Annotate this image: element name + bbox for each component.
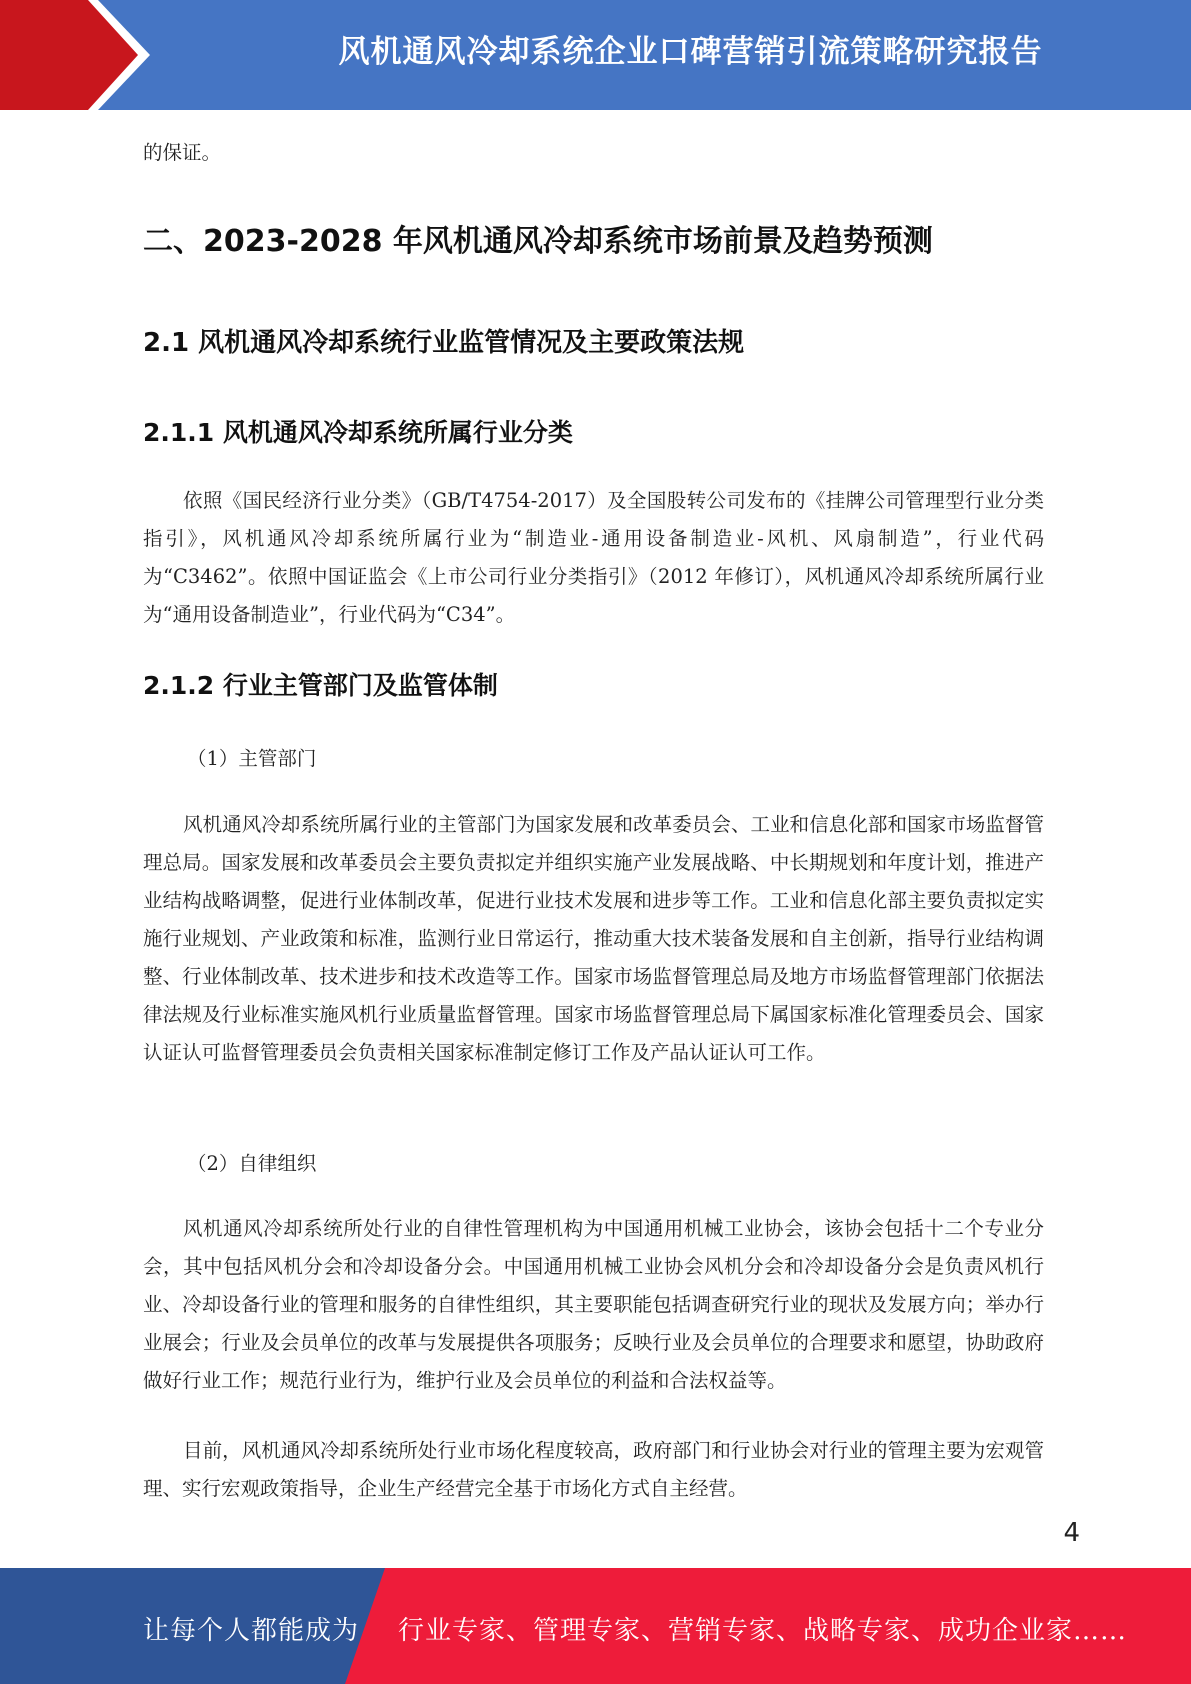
paragraph-classification: 依照《国民经济行业分类》（GB/T4754-2017）及全国股转公司发布的《挂牌公司管理型行业分类指引》，风机通风冷却系统所属行业为“制造业-通用设备制造业-风机、风扇制造”，行业代码为“C3462”。依照中国证监会《上市公司行业分类指引》（2012 年修订），风机通风冷却系统所属行业为“通用设备制造业”，行业代码为“C34”。 <box>143 489 1044 626</box>
report-title: 风机通风冷却系统企业口碑营销引流策略研究报告 <box>338 34 1043 70</box>
page-footer <box>0 1568 1191 1684</box>
footer-slogan: 让每个人都能成为 <box>143 1616 360 1646</box>
subsubsection-heading: 2.1.2 行业主管部门及监管体制 <box>143 671 498 700</box>
paragraph-authority: 风机通风冷却系统所属行业的主管部门为国家发展和改革委员会、工业和信息化部和国家市场监督管理总局。国家发展和改革委员会主要负责拟定并组织实施产业发展战略、中长期规划和年度计划，推进产业结构战略调整，促进行业体制改革，促进行业技术发展和进步等工作。工业和信息化部主要负责拟定实施行业规划、产业政策和标准，监测行业日常运行，推动重大技术装备发展和自主创新，指导行业结构调整、行业体制改革、技术进步和技术改造等工作。国家市场监督管理总局及地方市场监督管理部门依据法律法规及行业标准实施风机行业质量监督管理。国家市场监督管理总局下属国家标准化管理委员会、国家认证认可监督管理委员会负责相关国家标准制定修订工作及产品认证认可工作。 <box>143 813 1044 1064</box>
list-label: （2）自律组织 <box>187 1152 317 1175</box>
subsubsection-heading: 2.1.1 风机通风冷却系统所属行业分类 <box>143 418 573 447</box>
continuation-text: 的保证。 <box>143 141 222 164</box>
paragraph-self-regulation: 风机通风冷却系统所处行业的自律性管理机构为中国通用机械工业协会，该协会包括十二个专业分会，其中包括风机分会和冷却设备分会。中国通用机械工业协会风机分会和冷却设备分会是负责风机行业、冷却设备行业的管理和服务的自律性组织，其主要职能包括调查研究行业的现状及发展方向；举办行业展会；行业及会员单位的改革与发展提供各项服务；反映行业及会员单位的合理要求和愿望，协助政府做好行业工作；规范行业行为，维护行业及会员单位的利益和合法权益等。 <box>143 1217 1044 1392</box>
subsection-heading: 2.1 风机通风冷却系统行业监管情况及主要政策法规 <box>143 328 745 358</box>
chevron-decoration <box>0 0 200 110</box>
section-heading: 二、2023-2028 年风机通风冷却系统市场前景及趋势预测 <box>143 224 933 259</box>
page-header <box>0 0 1191 110</box>
paragraph-current: 目前，风机通风冷却系统所处行业市场化程度较高，政府部门和行业协会对行业的管理主要为宏观管理、实行宏观政策指导，企业生产经营完全基于市场化方式自主经营。 <box>143 1439 1044 1500</box>
list-label: （1）主管部门 <box>187 747 317 770</box>
page-number: 4 <box>1063 1518 1080 1548</box>
footer-expert-list: 行业专家、管理专家、营销专家、战略专家、成功企业家…… <box>398 1616 1128 1646</box>
